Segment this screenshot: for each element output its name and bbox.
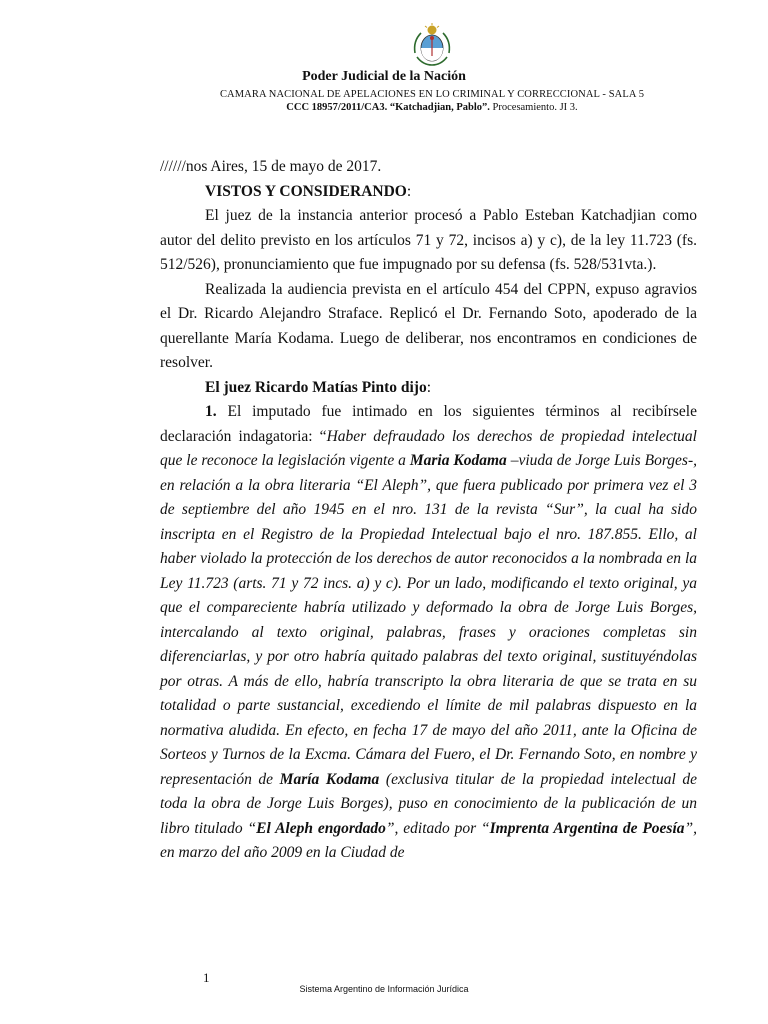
page-number: 1 <box>203 970 210 985</box>
section-heading: VISTOS Y CONSIDERANDO: <box>205 182 412 200</box>
date-line: //////nos Aires, 15 de mayo de 2017. <box>160 158 382 175</box>
case-reference <box>92 102 768 113</box>
paragraph-3: 1. El imputado fue intimado en los siguientes términos al recibírsele declaración indagatoria: “Haber defraudado los derechos de propiedad intelectual que le reconoce la legislación vigente a Maria Kodama –viuda de Jorge Luis Borges-, en relación a la obra literaria “El Aleph”, que fuera publicado por primera vez el 3 de septiembre del año 1945 en el nro. 131 de la revista “Sur”, la cual ha sido inscripta en el Registro de la Propiedad Intelectual bajo el nro. 187.855. Ello, al haber violado la protección de los derechos de autor reconocidos a la nombrada en la Ley 11.723 (arts. 71 y 72 incs. a) y c). Por un lado, modificando el texto original, ya que el compareciente habría utilizado y deformado la obra de Jorge Luis Borges, intercalando al texto original, palabras, frases y oraciones completas sin diferenciarlas, y por otro habría quitado palabras del texto original, sustituyéndolas por otras. A más de ello, habría transcripto la obra literaria de que se trata en su totalidad o parte sustancial, excediendo el límite de mil palabras dispuesto en la normativa aludida. En efecto, en fecha 17 de mayo del año 2011, ante la Oficina de Sorteos y Turnos de la Excma. Cámara del Fuero, el Dr. Fernando Soto, en nombre y representación de María Kodama (exclusiva titular de la propiedad intelectual de toda la obra de Jorge Luis Borges), puso en conocimiento de la publicación de un libro titulado “El Aleph engordado”, editado por “Imprenta Argentina de Poesía”, en marzo del año 2009 en la Ciudad de <box>160 403 698 861</box>
chamber-name: CAMARA NACIONAL DE APELACIONES EN LO CRIMINAL Y CORRECCIONAL - SALA 5 <box>219 89 645 100</box>
paragraph-1: El juez de la instancia anterior procesó a Pablo Esteban Katchadjian como autor del delito previsto en los artículos 71 y 72, incisos a) y c), de la ley 11.723 (fs. 512/526), pronunciamiento que fue impugnado por su defensa (fs. 528/531vta.). <box>160 207 697 273</box>
case-number: CCC 18957/2011/CA3. “Katchadjian, Pablo”. <box>286 102 490 113</box>
judge-heading: El juez Ricardo Matías Pinto dijo: <box>205 378 432 396</box>
national-coat-of-arms-icon <box>409 23 455 67</box>
publisher-name: Imprenta Argentina de Poesía <box>489 819 685 837</box>
court-name: Poder Judicial de la Nación <box>302 69 466 84</box>
person-name: María Kodama <box>279 770 380 788</box>
paragraph-number: 1. <box>205 403 217 420</box>
person-name: Maria Kodama <box>409 452 507 469</box>
paragraph-2: Realizada la audiencia prevista en el artículo 454 del CPPN, expuso agravios el Dr. Ricardo Alejandro Straface. Replicó el Dr. Fernando Soto, apoderado de la querellante María Kodama. Luego de deliberar, nos encontramos en condiciones de resolver. <box>160 280 697 371</box>
book-title: El Aleph engordado <box>256 819 386 837</box>
indictment-quote: Haber defraudado los derechos de propiedad intelectual que le reconoce la legislación vigente a Maria Kodama –viuda de Jorge Luis Borges-, en relación a la obra literaria “El Aleph”, que fuera publicado por primera vez el 3 de septiembre del año 1945 en el nro. 131 de la revista “Sur”, la cual ha sido inscripta en el Registro de la Propiedad Intelectual bajo el nro. 187.855. Ello, al haber violado la protección de los derechos de autor reconocidos a la nombrada en la Ley 11.723 (arts. 71 y 72 incs. a) y c). Por un lado, modificando el texto original, ya que el compareciente habría utilizado y deformado la obra de Jorge Luis Borges, intercalando al texto original, palabras, frases y oraciones completas sin diferenciarlas, y por otro habría quitado palabras del texto original, sustituyéndolas por otras. A más de ello, habría transcripto la obra literaria de que se trata en su totalidad o parte sustancial, excediendo el límite de mil palabras dispuesto en la normativa aludida. En efecto, en fecha 17 de mayo del año 2011, ante la Oficina de Sorteos y Turnos de la Excma. Cámara del Fuero, el Dr. Fernando Soto, en nombre y representación de María Kodama (exclusiva titular de la propiedad intelectual de toda la obra de Jorge Luis Borges), puso en conocimiento de la publicación de un libro titulado “El Aleph engordado”, editado por “Imprenta Argentina de Poesía”, en marzo del año 2009 en la Ciudad de <box>160 427 698 861</box>
document-body <box>160 155 697 866</box>
case-type: Procesamiento. JI 3. <box>489 102 578 113</box>
footer-source: Sistema Argentino de Información Jurídica <box>299 984 469 994</box>
